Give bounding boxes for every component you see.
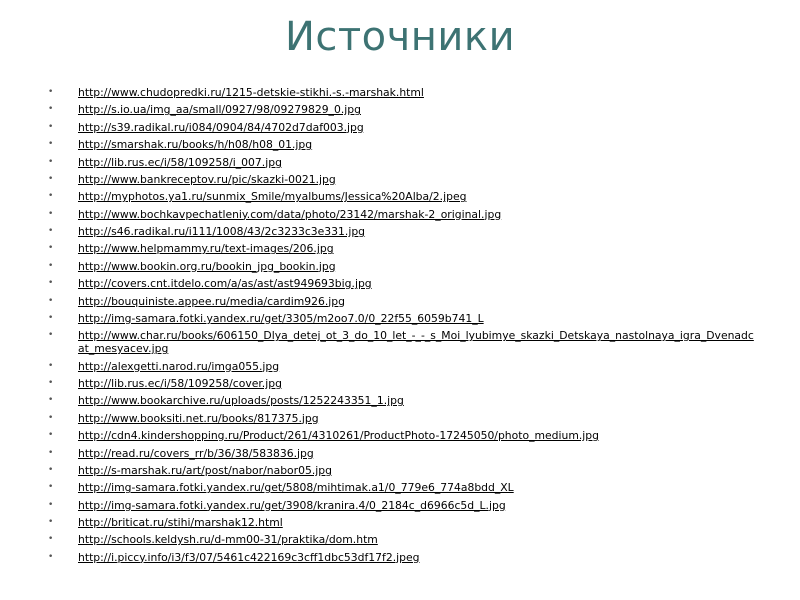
- bullet-dot-icon: •: [48, 156, 54, 167]
- source-link[interactable]: http://s46.radikal.ru/i111/1008/43/2c3233c3e331.jpg: [78, 225, 366, 238]
- source-link[interactable]: http://s-marshak.ru/art/post/nabor/nabor05.jpg: [78, 463, 332, 477]
- source-link[interactable]: http://cdn4.kindershopping.ru/Product/261/4310261/ProductPhoto-17245050/photo_medium.jpg: [78, 429, 600, 443]
- bullet-dot-icon: •: [48, 447, 54, 458]
- source-link[interactable]: http://i.piccy.info/i3/f3/07/5461c422169c3cff1dbc53df17f2.jpeg: [78, 550, 420, 564]
- list-item: [44, 329, 756, 355]
- list-item: [44, 156, 756, 169]
- source-link[interactable]: http://lib.rus.ec/i/58/109258/i_007.jpg: [78, 155, 282, 169]
- list-item: [44, 312, 756, 325]
- list-item: [44, 551, 756, 564]
- bullet-dot-icon: •: [48, 534, 54, 545]
- bullet-dot-icon: •: [48, 243, 54, 254]
- list-item: [44, 208, 756, 221]
- bullet-dot-icon: •: [48, 378, 54, 388]
- bullet-dot-icon: •: [48, 295, 54, 306]
- slide-title: Источники: [284, 14, 516, 60]
- bullet-dot-icon: •: [48, 278, 54, 289]
- list-item: [44, 481, 756, 494]
- source-link-list: [44, 86, 756, 568]
- list-item: [44, 260, 756, 273]
- list-item: [44, 447, 756, 460]
- list-item: [44, 429, 756, 442]
- bullet-dot-icon: •: [48, 551, 54, 562]
- bullet-dot-icon: •: [48, 517, 54, 527]
- bullet-dot-icon: •: [48, 360, 54, 371]
- bullet-dot-icon: •: [48, 499, 54, 510]
- source-link[interactable]: http://www.bankreceptov.ru/pic/skazki-0021.jpg: [78, 172, 336, 186]
- source-link[interactable]: http://img-samara.fotki.yandex.ru/get/3305/m2oo7.0/0_22f55_6059b741_L: [78, 311, 484, 325]
- bullet-dot-icon: •: [48, 412, 54, 423]
- bullet-dot-icon: •: [48, 104, 54, 115]
- list-item: [44, 121, 756, 134]
- list-item: [44, 242, 756, 255]
- source-link[interactable]: http://lib.rus.ec/i/58/109258/cover.jpg: [78, 377, 282, 390]
- source-link[interactable]: http://covers.cnt.itdelo.com/a/as/ast/ast949693big.jpg: [78, 277, 372, 291]
- source-link[interactable]: http://www.bookin.org.ru/bookin_jpg_bookin.jpg: [78, 259, 336, 273]
- source-link[interactable]: http://myphotos.ya1.ru/sunmix_Smile/myalbums/Jessica%20Alba/2.jpeg: [78, 190, 467, 204]
- source-link[interactable]: http://www.booksiti.net.ru/books/817375.jpg: [78, 411, 319, 425]
- list-item: [44, 516, 756, 529]
- list-item: [44, 360, 756, 373]
- source-link[interactable]: http://s.io.ua/img_aa/small/0927/98/09279829_0.jpg: [78, 103, 361, 117]
- list-item: [44, 225, 756, 238]
- list-item: [44, 295, 756, 308]
- source-link[interactable]: http://img-samara.fotki.yandex.ru/get/5808/mihtimak.a1/0_779e6_774a8bdd_XL: [78, 481, 514, 495]
- bullet-dot-icon: •: [48, 173, 54, 184]
- bullet-dot-icon: •: [48, 121, 54, 132]
- list-item: [44, 533, 756, 546]
- list-item: [44, 499, 756, 512]
- bullet-dot-icon: •: [48, 464, 54, 475]
- list-item: [44, 412, 756, 425]
- list-item: [44, 277, 756, 290]
- bullet-dot-icon: •: [48, 330, 54, 341]
- bullet-dot-icon: •: [48, 395, 54, 406]
- bullet-dot-icon: •: [48, 191, 54, 202]
- list-item: [44, 377, 756, 390]
- source-link[interactable]: http://www.bochkavpechatleniy.com/data/photo/23142/marshak-2_original.jpg: [78, 207, 502, 221]
- bullet-dot-icon: •: [48, 312, 54, 323]
- bullet-dot-icon: •: [48, 482, 54, 493]
- source-link[interactable]: http://alexgetti.narod.ru/imga055.jpg: [78, 359, 280, 373]
- bullet-dot-icon: •: [48, 226, 54, 236]
- source-link[interactable]: http://bouquiniste.appee.ru/media/cardim926.jpg: [78, 294, 345, 308]
- source-link[interactable]: http://www.helpmammy.ru/text-images/206.jpg: [78, 242, 334, 256]
- source-link[interactable]: http://briticat.ru/stihi/marshak12.html: [78, 516, 283, 529]
- list-item: [44, 138, 756, 151]
- list-item: [44, 173, 756, 186]
- source-link[interactable]: http://read.ru/covers_rr/b/36/38/583836.jpg: [78, 446, 314, 460]
- bullet-dot-icon: •: [48, 208, 54, 219]
- source-link[interactable]: http://img-samara.fotki.yandex.ru/get/3908/kranira.4/0_2184c_d6966c5d_L.jpg: [78, 498, 506, 512]
- source-link[interactable]: http://www.bookarchive.ru/uploads/posts/1252243351_1.jpg: [78, 394, 404, 408]
- source-link[interactable]: http://www.char.ru/books/606150_Dlya_detej_ot_3_do_10_let_-_-_s_Moi_lyubimye_skazki_Detskaya_nastolnaya_igra_Dvenadcat_mesyacev.jpg: [78, 329, 754, 356]
- source-link[interactable]: http://smarshak.ru/books/h/h08/h08_01.jpg: [78, 138, 313, 152]
- list-item: [44, 394, 756, 407]
- bullet-dot-icon: •: [48, 139, 54, 150]
- list-item: [44, 464, 756, 477]
- bullet-dot-icon: •: [48, 87, 54, 97]
- list-item: [44, 190, 756, 203]
- source-link[interactable]: http://schools.keldysh.ru/d-mm00-31/praktika/dom.htm: [78, 533, 378, 547]
- bullet-dot-icon: •: [48, 260, 54, 271]
- source-link[interactable]: http://s39.radikal.ru/i084/0904/84/4702d7daf003.jpg: [78, 120, 364, 134]
- source-link[interactable]: http://www.chudopredki.ru/1215-detskie-stikhi.-s.-marshak.html: [78, 86, 424, 99]
- list-item: [44, 86, 756, 99]
- bullet-dot-icon: •: [48, 430, 54, 441]
- list-item: [44, 103, 756, 116]
